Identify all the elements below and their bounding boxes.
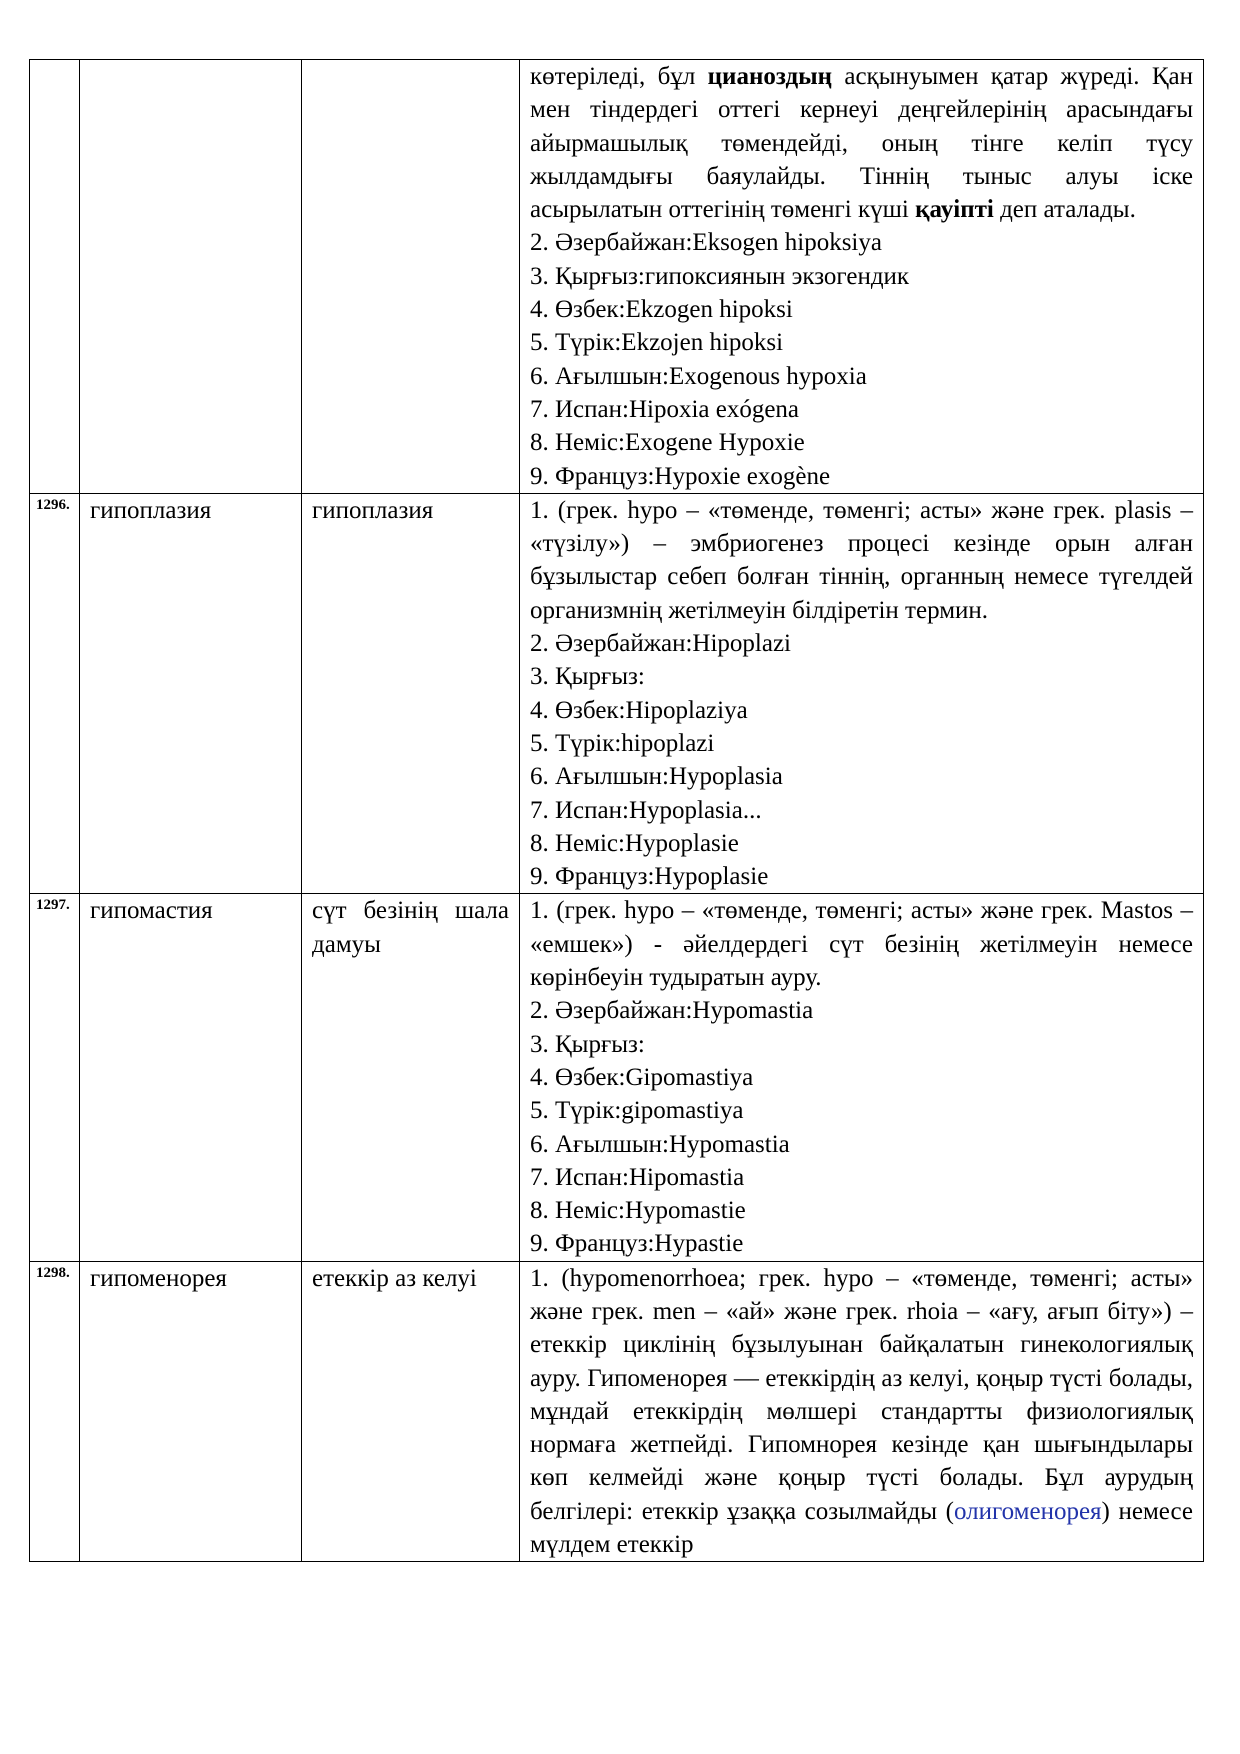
translation-line: 3. Қырғыз: bbox=[530, 663, 645, 691]
translation-line: 2. Әзербайжан:Hipoplazi bbox=[530, 630, 791, 658]
translation-line: 8. Неміс:Hypomastie bbox=[530, 1197, 746, 1225]
translation-line: 2. Әзербайжан:Eksogen hipoksiya bbox=[530, 229, 882, 257]
table-row bbox=[30, 894, 1204, 1261]
russian-term bbox=[80, 60, 302, 494]
translation-line: 3. Қырғыз:гипоксиянын экзогендик bbox=[530, 262, 910, 290]
translation-line: 5. Түрік:hipoplazi bbox=[530, 729, 715, 757]
definition-cell bbox=[520, 493, 1204, 894]
entry-number: 1298. bbox=[30, 1261, 80, 1562]
translation-line: 4. Өзбек:Gipomastiya bbox=[530, 1063, 754, 1091]
translation-line: 9. Француз:Hypoplasie bbox=[530, 863, 769, 891]
entry-number: 1297. bbox=[30, 894, 80, 1261]
definition-cell bbox=[520, 894, 1204, 1261]
russian-term: гипомастия bbox=[80, 894, 302, 1261]
translation-line: 8. Неміс:Hypoplasie bbox=[530, 829, 739, 857]
definition-text: 1. (грек. hypo – «төменде, төменгі; асты» және грек. plasis – «түзілу») – эмбриогенез процесі кезінде орын алған бұзылыстар себеп болған тіннің, органның немесе түгелдей организмнің жетілмеуін білдіретін термин. bbox=[530, 496, 1193, 624]
kazakh-term: гипоплазия bbox=[302, 493, 520, 894]
translation-line: 2. Әзербайжан:Hypomastia bbox=[530, 997, 814, 1025]
definition-text: 1. (грек. hypo – «төменде, төменгі; асты» және грек. Mastos – «емшек») - әйелдердегі сүт безінің жетілмеуін немесе көрінбеуін тудыратын ауру. bbox=[530, 897, 1193, 992]
translation-line: 4. Өзбек:Ekzogen hipoksi bbox=[530, 296, 793, 324]
entry-number bbox=[30, 60, 80, 494]
bold-term: қауіпті bbox=[915, 196, 994, 224]
bold-term: цианоздың bbox=[707, 63, 833, 90]
translation-line: 6. Ағылшын:Hypoplasia bbox=[530, 763, 783, 791]
translation-line: 3. Қырғыз: bbox=[530, 1030, 645, 1058]
kazakh-term: сүт безінің шала дамуы bbox=[302, 894, 520, 1261]
translation-line: 8. Неміс:Exogene Hypoxie bbox=[530, 429, 805, 457]
translation-line: 7. Испан:Hipoxia exógena bbox=[530, 395, 800, 423]
translation-line: 5. Түрік:gipomastiya bbox=[530, 1097, 744, 1125]
translation-line: 5. Түрік:Ekzojen hipoksi bbox=[530, 329, 784, 357]
translation-line: 7. Испан:Hypoplasia... bbox=[530, 796, 762, 824]
table-row bbox=[30, 60, 1204, 494]
translation-line: 6. Ағылшын:Hypomastia bbox=[530, 1130, 790, 1158]
russian-term: гипоменорея bbox=[80, 1261, 302, 1562]
definition-text: көтеріледі, бұл цианоздың асқынуымен қатар жүреді. Қан мен тіндердегі оттегі кернеуі деңгейлерінің арасындағы айырмашылық төмендейді, оның тінге келіп түсу жылдамдығы баяулайды. Тіннің тыныс алуы іске асырылатын оттегінің төменгі күші қауіпті деп аталады. bbox=[530, 63, 1193, 224]
definition-cell bbox=[520, 1261, 1204, 1562]
entry-number: 1296. bbox=[30, 493, 80, 894]
kazakh-term: етеккір аз келуі bbox=[302, 1261, 520, 1562]
definition-text: 1. (hypomenorrhoea; грек. hypo – «төменде, төменгі; асты» және грек. men – «ай» және грек. rhoia – «ағу, ағып біту») – етеккір циклінің бұзылуынан байқалатын гинекологиялық ауру. Гипоменорея — етеккірдің аз келуі, қоңыр түсті болады, мұндай етеккірдің мөлшері стандартты физиологиялық нормаға жетпейді. Гипомнорея кезінде қан шығындылары көп келмейді және қоңыр түсті болады. Бұл аурудың белгілері: етеккір ұзаққа созылмайды (олигоменорея) немесе мүлдем етеккір bbox=[530, 1264, 1193, 1559]
definition-cell bbox=[520, 60, 1204, 494]
translation-line: 6. Ағылшын:Exogenous hypoxia bbox=[530, 362, 867, 390]
dictionary-table bbox=[29, 59, 1204, 1562]
translation-line: 7. Испан:Hipomastia bbox=[530, 1163, 745, 1191]
translation-line: 4. Өзбек:Hipoplaziya bbox=[530, 696, 748, 724]
russian-term: гипоплазия bbox=[80, 493, 302, 894]
table-row bbox=[30, 493, 1204, 894]
translation-line: 9. Француз:Hypastie bbox=[530, 1230, 744, 1258]
table-row bbox=[30, 1261, 1204, 1562]
translation-line: 9. Француз:Hypoxie exogène bbox=[530, 462, 831, 490]
cross-reference-link[interactable]: олигоменорея bbox=[953, 1497, 1102, 1525]
kazakh-term bbox=[302, 60, 520, 494]
